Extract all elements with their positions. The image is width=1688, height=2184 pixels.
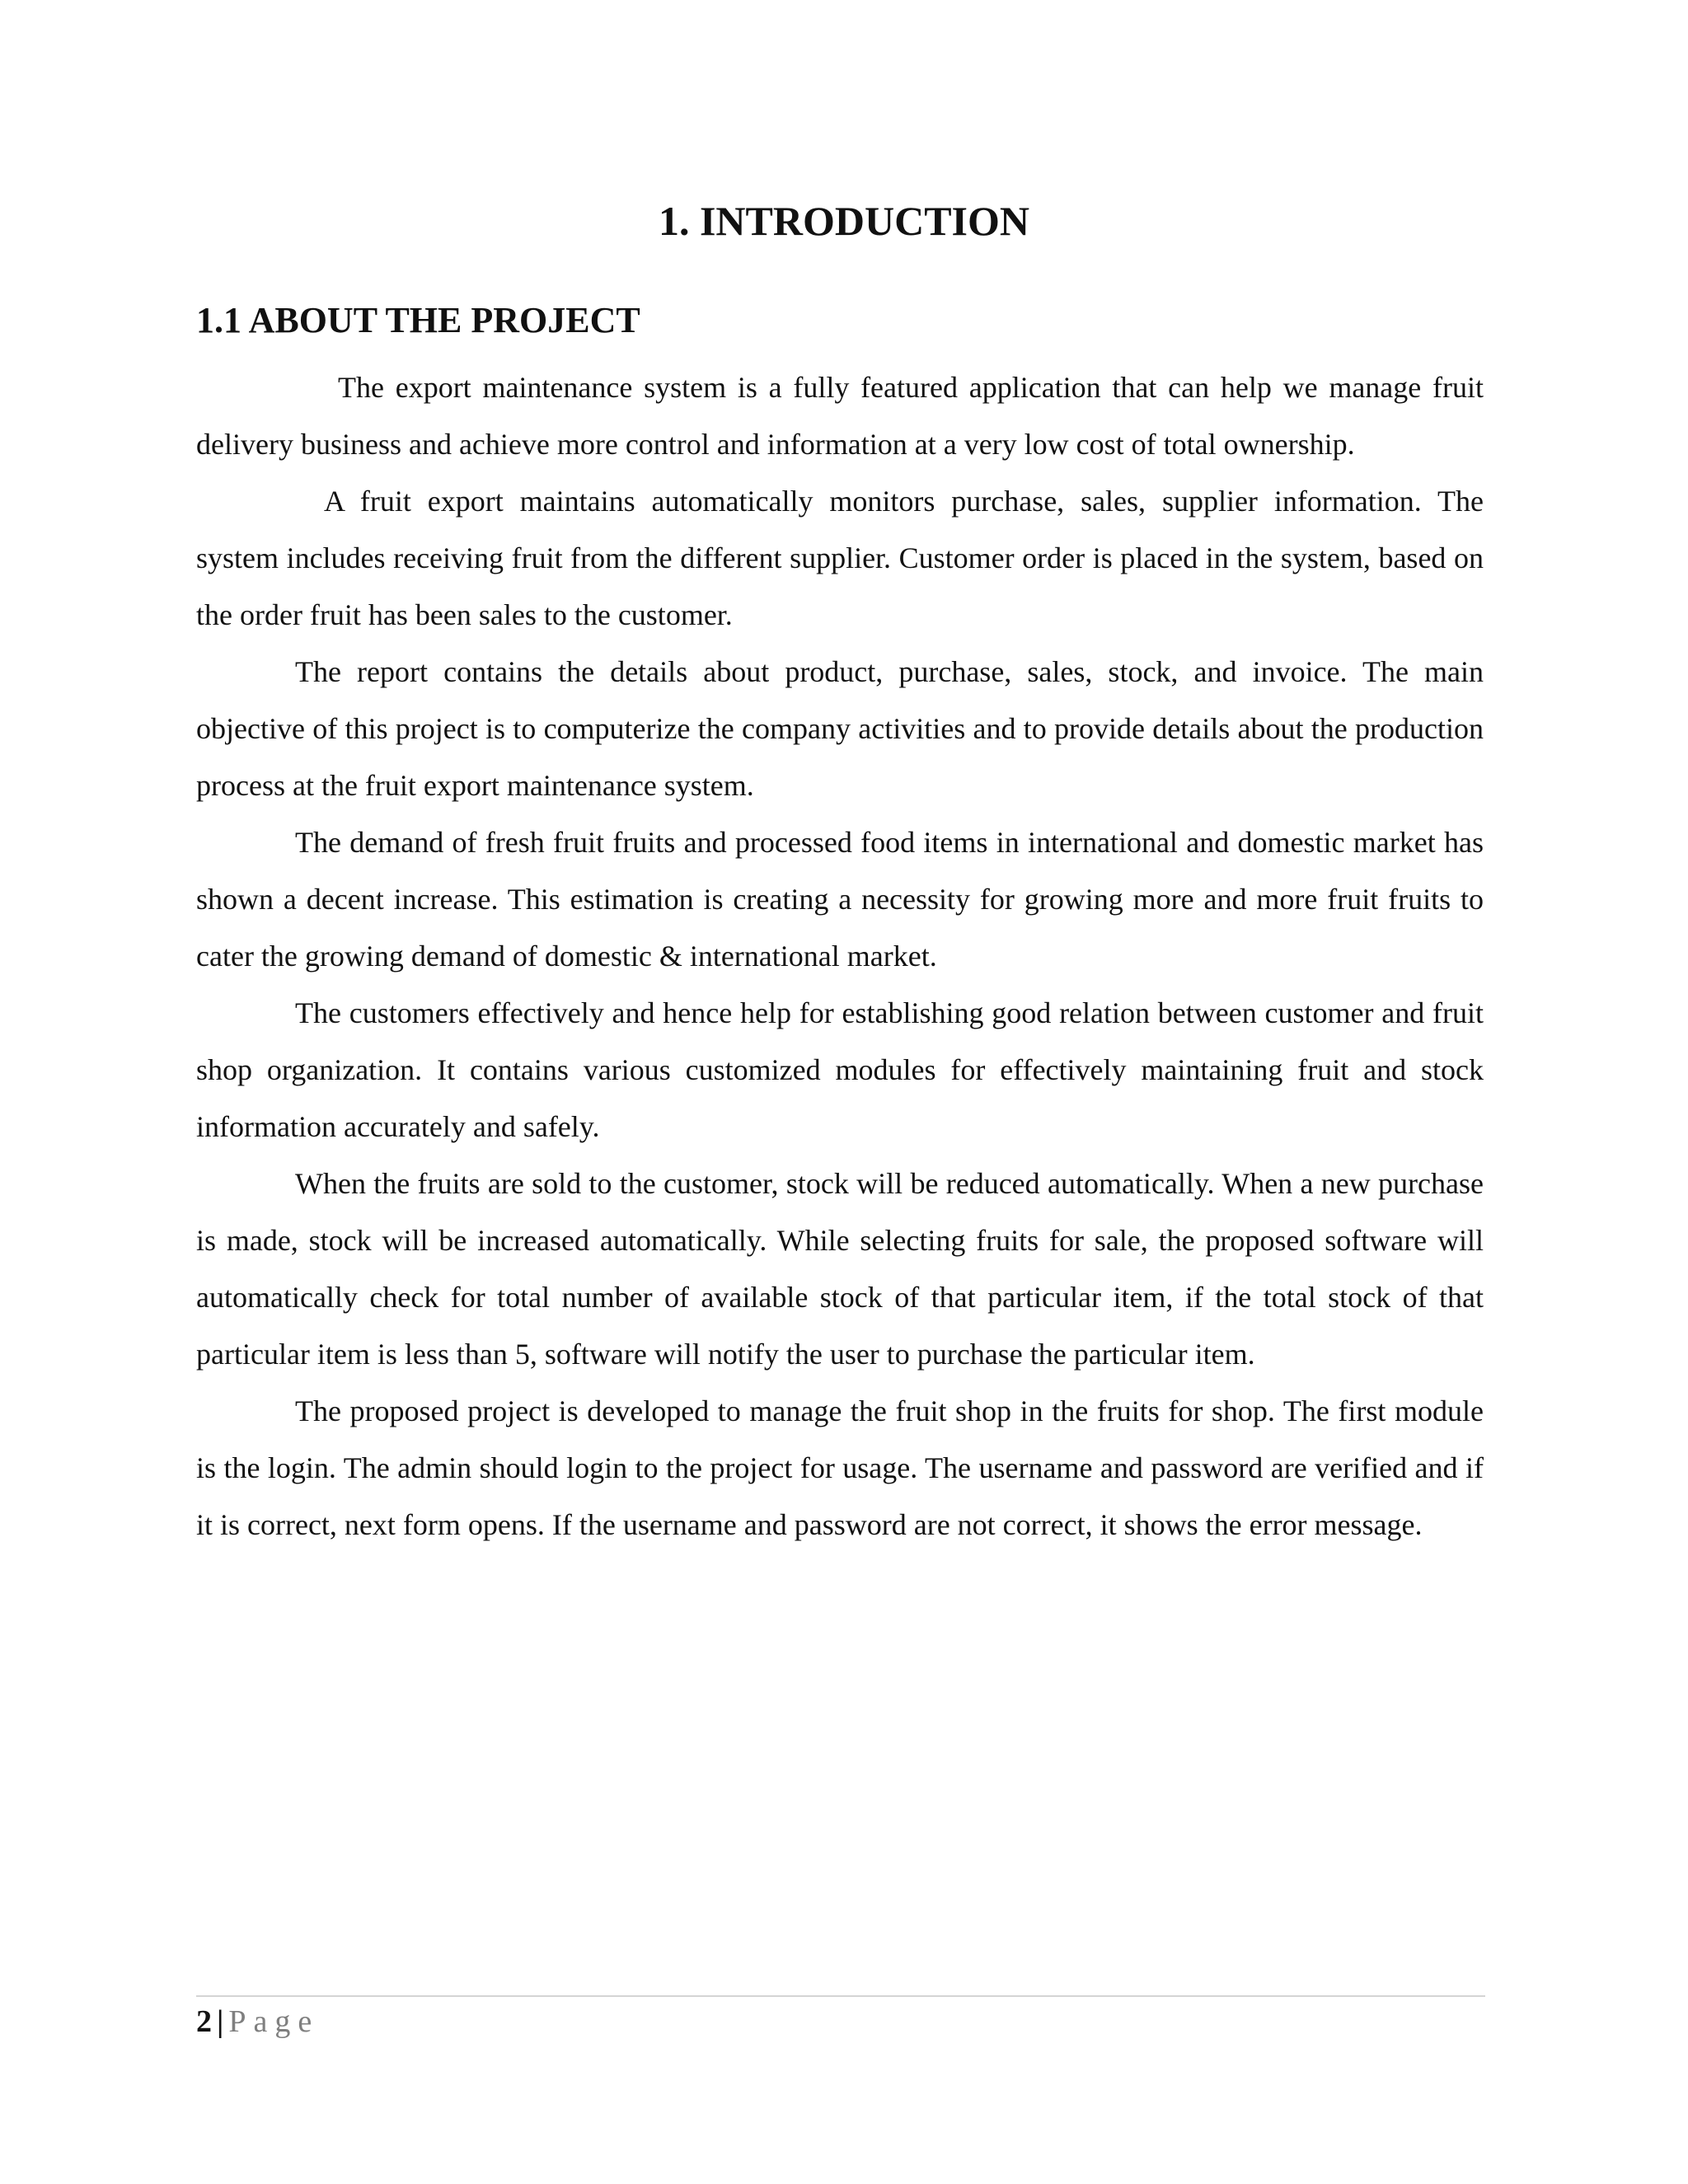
paragraph: When the fruits are sold to the customer, stock will be reduced automatically. When a new purchase is made, stock will be increased automatically. While selecting fruits for sale, the proposed software will automatically check for total number of available stock of that particular item, if the total stock of that particular item is less than 5, software will notify the user to purchase the particular item.: [196, 1167, 1484, 1371]
chapter-title: 1. INTRODUCTION: [658, 198, 1030, 244]
page-number: 2: [196, 2004, 212, 2039]
page-separator: |: [217, 2004, 224, 2039]
page-footer: [196, 2001, 319, 2042]
body-text: [196, 359, 1484, 1554]
paragraph: The report contains the details about product, purchase, sales, stock, and invoice. The main objective of this project is to computerize the company activities and to provide details about the production process at the fruit export maintenance system.: [196, 655, 1484, 802]
paragraph: The demand of fresh fruit fruits and processed food items in international and domestic market has shown a decent increase. This estimation is creating a necessity for growing more and more fruit fruits to cater the growing demand of domestic & international market.: [196, 826, 1484, 972]
footer-divider: [196, 1995, 1485, 1997]
section-title: 1.1 ABOUT THE PROJECT: [196, 300, 640, 340]
paragraph: The customers effectively and hence help for establishing good relation between customer and fruit shop organization. It contains various customized modules for effectively maintaining fruit and stock information accurately and safely.: [196, 996, 1484, 1143]
page-label: Page: [228, 2004, 320, 2039]
paragraph: The export maintenance system is a fully featured application that can help we manage fruit delivery business and achieve more control and information at a very low cost of total ownership.: [196, 371, 1484, 461]
paragraph: The proposed project is developed to manage the fruit shop in the fruits for shop. The first module is the login. The admin should login to the project for usage. The username and password are verified and if it is correct, next form opens. If the username and password are not correct, it shows the error message.: [196, 1394, 1484, 1541]
paragraph: A fruit export maintains automatically monitors purchase, sales, supplier information. The system includes receiving fruit from the different supplier. Customer order is placed in the system, based on the order fruit has been sales to the customer.: [196, 485, 1484, 631]
